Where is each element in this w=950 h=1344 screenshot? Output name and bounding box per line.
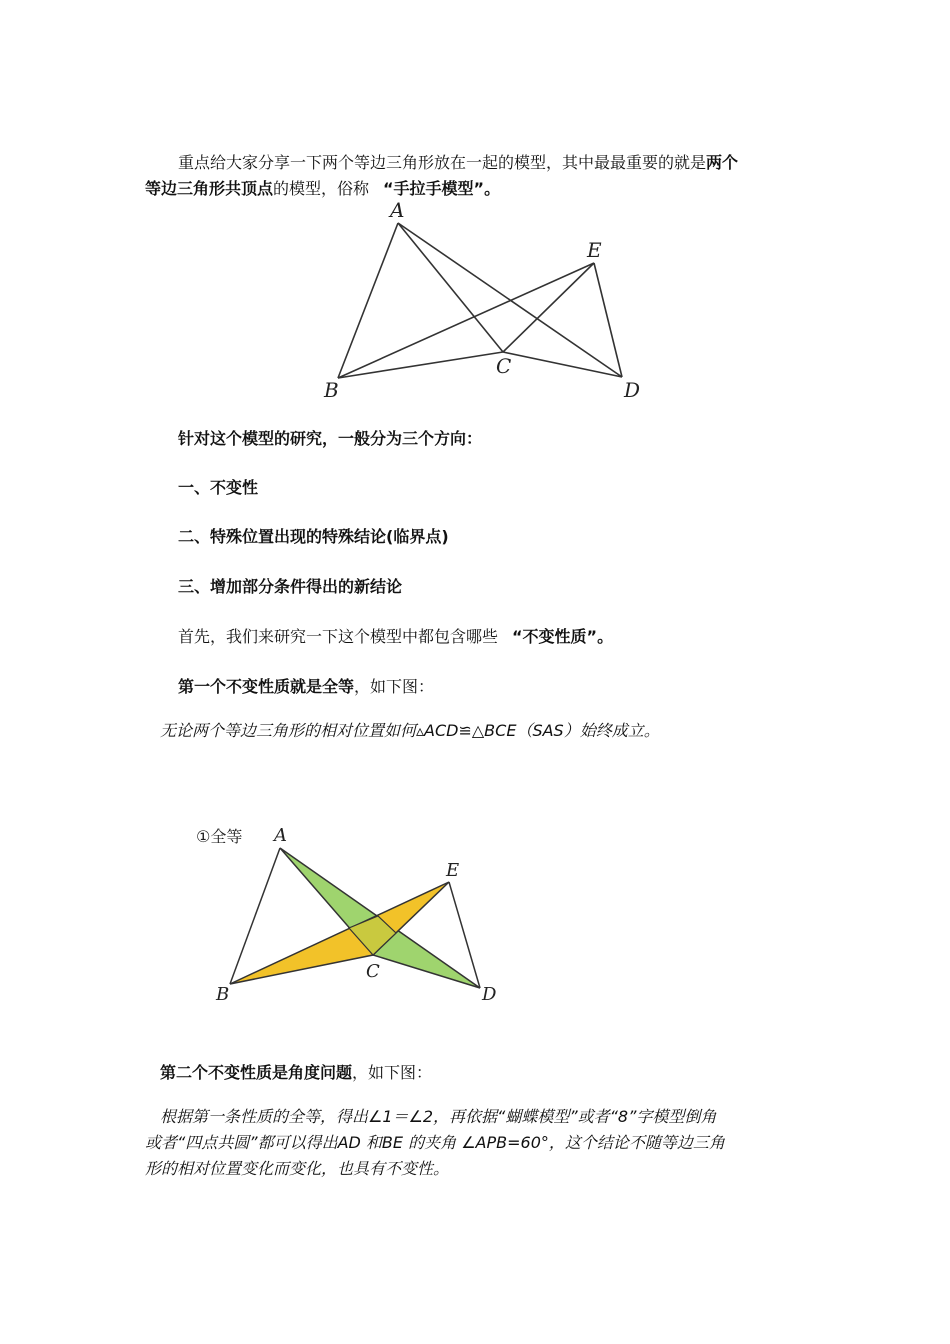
label-d-2: D — [482, 984, 497, 1005]
property-2-desc-line-2: 或者“四点共圆”都可以得出AD 和BE 的夹角 ∠APB=60°，这个结论不随等边三角 — [145, 1133, 725, 1152]
label-d: D — [624, 378, 641, 402]
directions-heading: 针对这个模型的研究，一般分为三个方向： — [178, 429, 483, 448]
label-c-2: C — [366, 961, 380, 982]
direction-item-3: 三、增加部分条件得出的新结论 — [178, 577, 403, 596]
property-2-heading — [160, 1060, 432, 1086]
intro-line-2-quote: “手拉手模型” — [383, 179, 485, 198]
label-a: A — [390, 198, 405, 222]
intro-line-2-text: 的模型，俗称 — [273, 179, 370, 198]
direction-item-2: 二、特殊位置出现的特殊结论(临界点) — [178, 527, 449, 546]
first-line-end: 。 — [597, 627, 614, 646]
figure-congruence — [190, 820, 510, 1020]
property-2-rest: ，如下图： — [352, 1063, 433, 1082]
first-line-quote: “不变性质” — [512, 627, 598, 646]
first-line-text: 首先，我们来研究一下这个模型中都包含哪些 — [178, 627, 499, 646]
label-a-2: A — [274, 825, 287, 846]
figure-hand-in-hand — [310, 195, 655, 410]
segment-bc — [338, 352, 503, 378]
property-1-rest: ，如下图： — [354, 677, 435, 696]
property-1-heading — [178, 674, 434, 700]
intro-line-1-bold: 两个 — [706, 153, 739, 172]
property-2-desc-line-1: 根据第一条性质的全等，得出∠1＝∠2，再依据“蝴蝶模型”或者“8”字模型倒角 — [160, 1107, 717, 1126]
label-c: C — [496, 354, 512, 378]
property-2-bold: 第二个不变性质是角度问题 — [160, 1063, 353, 1082]
property-2-desc-line-3: 形的相对位置变化而变化，也具有不变性。 — [145, 1159, 450, 1178]
direction-item-1: 一、不变性 — [178, 478, 259, 497]
intro-line-1 — [178, 150, 738, 176]
segment-ac — [398, 223, 503, 352]
label-b: B — [324, 378, 339, 402]
figure-caption: ①全等 — [196, 827, 243, 846]
segment-ce — [503, 263, 594, 352]
intro-line-2-end: 。 — [484, 179, 501, 198]
property-1-description: 无论两个等边三角形的相对位置如何▵ACD≌△BCE（SAS）始终成立。 — [160, 721, 660, 740]
intro-line-1-text: 重点给大家分享一下两个等边三角形放在一起的模型，其中最最重要的就是 — [178, 153, 707, 172]
first-line — [178, 624, 613, 650]
label-b-2: B — [216, 984, 230, 1005]
property-1-bold: 第一个不变性质就是全等 — [178, 677, 355, 696]
label-e: E — [587, 238, 602, 262]
label-e-2: E — [446, 860, 460, 881]
intro-line-2-bold: 等边三角形共顶点 — [145, 179, 274, 198]
